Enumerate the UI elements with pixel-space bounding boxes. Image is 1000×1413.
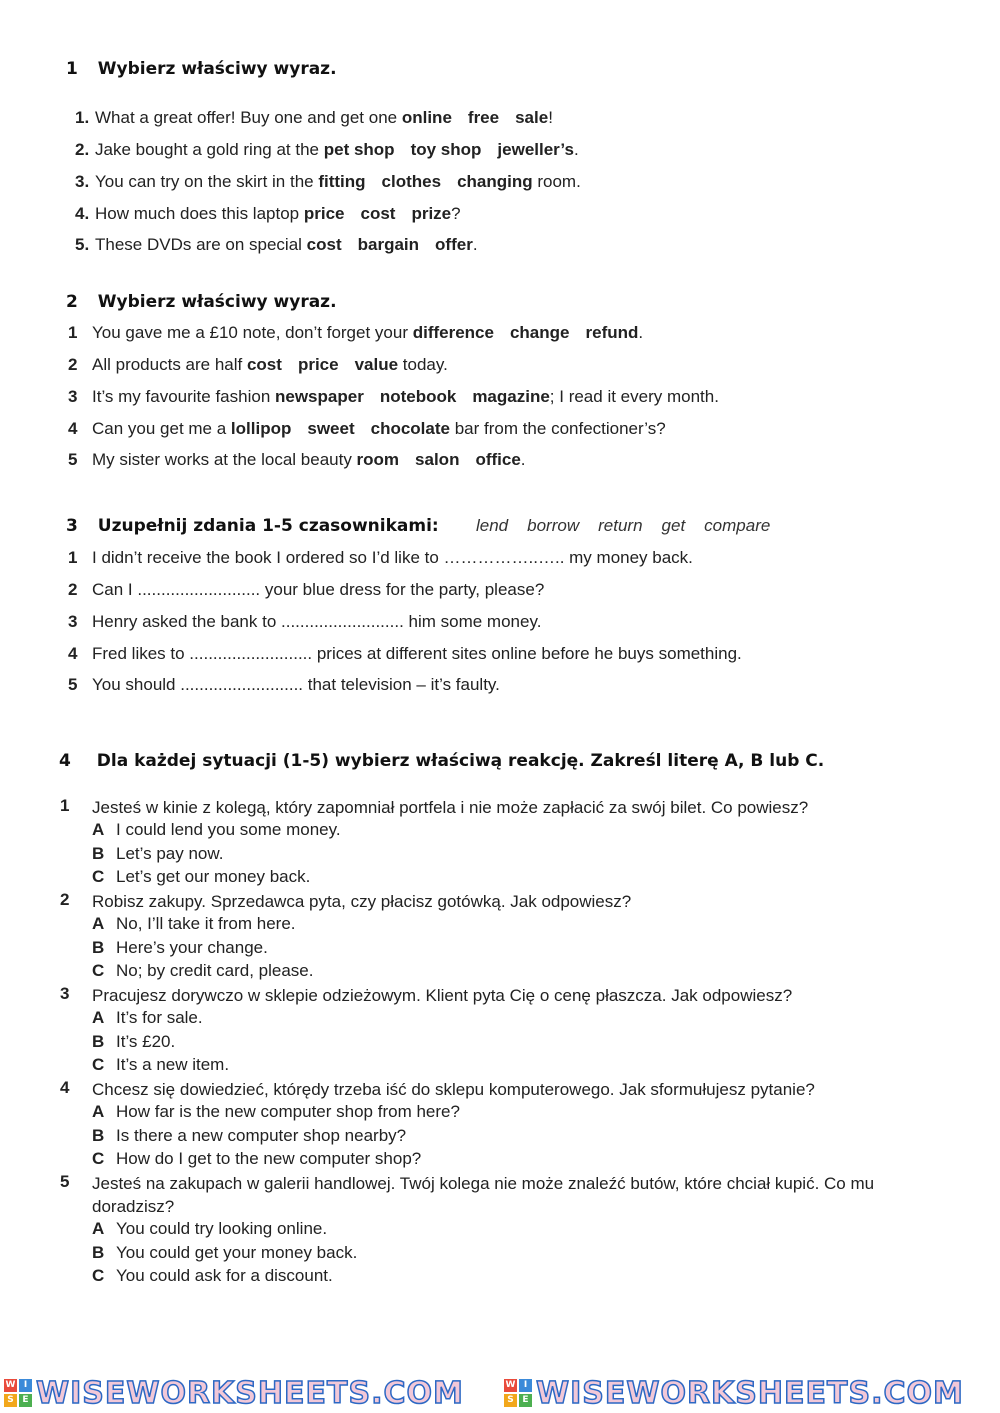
question-number: 5 — [60, 1172, 70, 1191]
item-number: 4 — [68, 644, 78, 663]
option-3[interactable]: offer — [435, 235, 473, 254]
answer-letter[interactable]: B — [92, 843, 105, 863]
item-suffix: . — [573, 140, 579, 159]
ex1-title: Wybierz właściwy wyraz. — [97, 59, 337, 79]
question-text: Pracujesz dorywczo w sklepie odzieżowym. Klient pyta Cię o cenę płaszcza. Jak odpowiesz? — [92, 986, 793, 1005]
ex2-heading — [66, 292, 337, 312]
answer-text: You could get your money back. — [116, 1242, 358, 1262]
question-text: Robisz zakupy. Sprzedawca pyta, czy płacisz gotówką. Jak odpowiesz? — [92, 892, 632, 911]
item-number: 1. — [75, 108, 90, 127]
ex4-heading — [59, 751, 824, 771]
option-3[interactable]: jeweller’s — [497, 140, 574, 159]
option-1[interactable]: pet shop — [323, 140, 395, 159]
logo-grid-cell: I — [519, 1379, 532, 1392]
answer-text: You could ask for a discount. — [116, 1266, 333, 1285]
item-number: 5 — [68, 450, 78, 469]
logo-grid-cell: W — [5, 1380, 16, 1390]
answer-letter[interactable]: A — [92, 820, 105, 839]
option-1[interactable]: cost — [306, 235, 342, 254]
ex3-number: 3 — [66, 516, 78, 536]
ex2-title: Wybierz właściwy wyraz. — [97, 292, 337, 312]
item-sentence[interactable]: Fred likes to .......................... prices at different sites online before he buys something. — [92, 644, 742, 663]
item-prefix: Can you get me a — [92, 419, 231, 438]
answer-letter[interactable]: B — [92, 1031, 105, 1051]
logo-text: WISEWORKSHEETS.COM — [36, 1375, 464, 1411]
item-number: 5 — [68, 675, 78, 694]
option-3[interactable]: office — [475, 450, 521, 469]
item-text — [95, 204, 461, 224]
answer-letter[interactable]: A — [92, 1102, 105, 1121]
answer-text: It’s £20. — [116, 1031, 176, 1051]
option-2[interactable]: clothes — [381, 172, 442, 191]
item-prefix: What a great offer! Buy one and get one — [95, 108, 402, 127]
option-2[interactable]: free — [467, 108, 500, 127]
logo-grid-cell: W — [505, 1380, 516, 1390]
item-suffix: bar from the confectioner’s? — [449, 419, 666, 438]
answer-letter[interactable]: A — [92, 1219, 105, 1238]
item-number: 4 — [68, 419, 78, 438]
item-suffix: . — [638, 323, 644, 342]
verb-option: compare — [704, 516, 771, 535]
ex3-heading — [66, 516, 439, 536]
item-suffix: today. — [398, 355, 448, 374]
answer-letter[interactable]: A — [92, 1008, 105, 1027]
answer-text: It’s for sale. — [116, 1008, 203, 1027]
logo-left — [4, 1375, 464, 1411]
option-2[interactable]: sweet — [307, 419, 355, 438]
answer-letter[interactable]: B — [92, 1125, 105, 1145]
answer-letter[interactable]: C — [92, 1149, 105, 1168]
ex3-verb-bank — [476, 516, 789, 536]
item-text — [92, 450, 526, 470]
logo-grid-cell: E — [19, 1394, 32, 1407]
item-suffix: . — [520, 450, 526, 469]
ex4-title: Dla każdej sytuacji (1-5) wybierz właściwą reakcję. Zakreśl literę A, B lub C. — [96, 751, 825, 771]
verb-option: lend — [476, 516, 509, 535]
answer-text: Here’s your change. — [116, 937, 268, 957]
answer-text: It’s a new item. — [116, 1055, 230, 1074]
item-sentence[interactable]: I didn’t receive the book I ordered so I’d like to ……………..….. my money back. — [92, 548, 693, 567]
ex4-number: 4 — [59, 751, 71, 771]
item-number: 3 — [68, 387, 78, 406]
item-prefix: My sister works at the local beauty — [92, 450, 357, 469]
logo-grid-icon — [4, 1379, 32, 1407]
answer-letter[interactable]: B — [92, 1242, 105, 1262]
logo-grid-cell: S — [4, 1394, 17, 1407]
item-suffix: room. — [532, 172, 581, 191]
option-1[interactable]: online — [401, 108, 452, 127]
item-text — [92, 323, 643, 343]
item-prefix: It’s my favourite fashion — [92, 387, 275, 406]
verb-option: get — [661, 516, 686, 535]
item-number: 2 — [68, 355, 78, 374]
question-number: 3 — [60, 984, 70, 1003]
logo-grid-cell: E — [519, 1394, 532, 1407]
answer-text: No, I’ll take it from here. — [116, 914, 296, 933]
option-2[interactable]: toy shop — [410, 140, 482, 159]
answer-text: Let’s get our money back. — [116, 867, 311, 886]
logo-grid-cell: I — [19, 1379, 32, 1392]
answer-text: I could lend you some money. — [116, 820, 341, 839]
question-text: Chcesz się dowiedzieć, którędy trzeba iść do sklepu komputerowego. Jak sformułujesz pytanie? — [92, 1080, 815, 1099]
item-prefix: Jake bought a gold ring at the — [95, 140, 324, 159]
item-prefix: These DVDs are on special — [95, 235, 307, 254]
logo-right — [504, 1375, 964, 1411]
option-3[interactable]: refund — [585, 323, 639, 342]
answer-letter[interactable]: B — [92, 937, 105, 957]
item-suffix: ; I read it every month. — [549, 387, 719, 406]
item-number: 5. — [75, 235, 90, 254]
question-text: Jesteś na zakupach w galerii handlowej. Twój kolega nie może znaleźć butów, które chciał kupić. Co mu doradzisz? — [92, 1174, 875, 1216]
option-1[interactable]: fitting — [318, 172, 366, 191]
item-number: 1 — [68, 548, 78, 567]
footer-banner — [0, 1375, 1000, 1411]
option-1[interactable]: price — [303, 204, 345, 223]
item-text — [95, 235, 478, 255]
answer-text: No; by credit card, please. — [116, 961, 314, 980]
answer-letter[interactable]: C — [92, 961, 105, 980]
question-text: Jesteś w kinie z kolegą, który zapomniał portfela i nie może zapłacić za swój bilet. Co powiesz? — [92, 798, 809, 817]
logo-text: WISEWORKSHEETS.COM — [536, 1375, 964, 1411]
item-number: 1 — [68, 323, 78, 342]
ex2-number: 2 — [66, 292, 78, 312]
answer-text: Let’s pay now. — [116, 843, 224, 863]
question-number: 1 — [60, 796, 70, 815]
logo-grid-icon — [504, 1379, 532, 1407]
option-2[interactable]: notebook — [379, 387, 457, 406]
option-3[interactable]: chocolate — [370, 419, 450, 438]
ex1-heading — [66, 59, 337, 79]
question-number: 2 — [60, 890, 70, 909]
item-prefix: You can try on the skirt in the — [95, 172, 319, 191]
option-3[interactable]: changing — [457, 172, 533, 191]
answer-letter[interactable]: C — [92, 867, 105, 886]
answer-text: You could try looking online. — [116, 1219, 328, 1238]
item-suffix: ? — [451, 204, 461, 223]
item-number: 2 — [68, 580, 78, 599]
option-2[interactable]: change — [509, 323, 570, 342]
verb-option: return — [598, 516, 643, 535]
item-number: 2. — [75, 140, 90, 159]
item-text — [95, 140, 579, 160]
item-text — [95, 172, 581, 192]
option-1[interactable]: cost — [246, 355, 282, 374]
option-2[interactable]: cost — [360, 204, 396, 223]
option-3[interactable]: prize — [411, 204, 452, 223]
option-2[interactable]: price — [297, 355, 339, 374]
item-text — [92, 387, 719, 407]
ex1-number: 1 — [66, 59, 78, 79]
answer-letter[interactable]: C — [92, 1055, 105, 1074]
answer-text: Is there a new computer shop nearby? — [116, 1125, 407, 1145]
item-sentence[interactable]: Henry asked the bank to .......................... him some money. — [92, 612, 542, 631]
option-1[interactable]: newspaper — [275, 387, 364, 406]
item-number: 3 — [68, 612, 78, 631]
item-prefix: All products are half — [92, 355, 247, 374]
option-2[interactable]: bargain — [357, 235, 420, 254]
answer-text: How do I get to the new computer shop? — [116, 1149, 422, 1168]
ex3-title: Uzupełnij zdania 1-5 czasownikami: — [97, 516, 439, 536]
answer-letter[interactable]: C — [92, 1266, 105, 1285]
item-number: 4. — [75, 204, 90, 223]
item-prefix: How much does this laptop — [95, 204, 304, 223]
option-1[interactable]: room — [356, 450, 400, 469]
logo-grid-cell: S — [504, 1394, 517, 1407]
option-3[interactable]: sale — [515, 108, 549, 127]
item-sentence[interactable]: Can I .......................... your blue dress for the party, please? — [92, 580, 545, 599]
option-2[interactable]: salon — [415, 450, 460, 469]
answer-letter[interactable]: A — [92, 914, 105, 933]
item-suffix: . — [472, 235, 478, 254]
item-sentence[interactable]: You should .......................... that television – it’s faulty. — [92, 675, 500, 694]
item-text — [95, 108, 553, 128]
verb-option: borrow — [527, 516, 580, 535]
item-text — [92, 355, 448, 375]
item-text — [92, 419, 666, 439]
answer-text: How far is the new computer shop from here? — [116, 1102, 460, 1121]
item-suffix: ! — [548, 108, 553, 127]
question-number: 4 — [60, 1078, 70, 1097]
option-1[interactable]: difference — [412, 323, 494, 342]
item-number: 3. — [75, 172, 90, 191]
item-prefix: You gave me a £10 note, don’t forget your — [92, 323, 413, 342]
option-1[interactable]: lollipop — [230, 419, 292, 438]
option-3[interactable]: value — [354, 355, 399, 374]
option-3[interactable]: magazine — [472, 387, 550, 406]
